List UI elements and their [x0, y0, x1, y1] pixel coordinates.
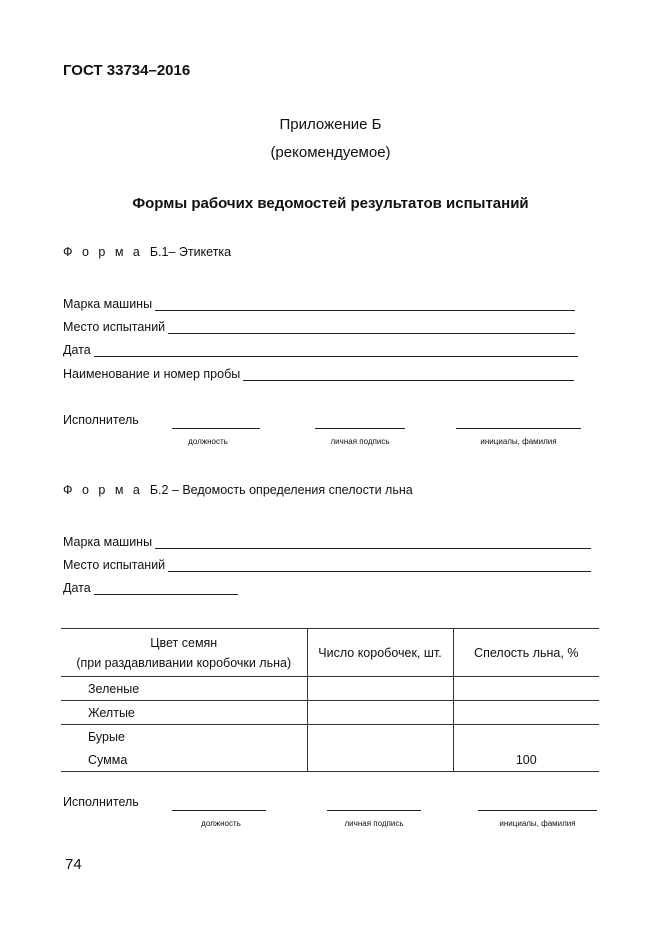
header-seed-color	[61, 629, 307, 677]
row-ripeness-cell[interactable]	[453, 677, 599, 701]
form-b2-signature-caption: личная подпись	[344, 819, 404, 828]
page-number: 74	[65, 856, 82, 873]
header-seed-color-line2: (при раздавливании коробочки льна)	[76, 655, 292, 670]
form-b1-date-field[interactable]	[63, 339, 578, 357]
form-b2-date-field[interactable]	[63, 577, 238, 595]
header-ripeness: Спелость льна, %	[453, 629, 599, 677]
form-b1-place-label: Место испытаний	[63, 320, 166, 334]
row-ripeness-cell[interactable]	[453, 725, 599, 749]
appendix-title: Приложение Б	[279, 116, 382, 133]
form-b1-machine-field[interactable]	[63, 293, 575, 311]
table-row	[61, 701, 599, 725]
form-b2-position-caption: должность	[201, 819, 241, 828]
form-b1-date-line[interactable]	[94, 343, 578, 357]
form-b1-signature-caption: личная подпись	[330, 437, 390, 446]
form-b1-position-caption: должность	[188, 437, 228, 446]
form-b1-place-line[interactable]	[168, 320, 575, 334]
form-b1-position-line[interactable]	[172, 427, 260, 429]
table-header-row	[61, 629, 599, 677]
form-b2-place-label: Место испытаний	[63, 558, 166, 572]
row-ripeness-cell[interactable]	[453, 701, 599, 725]
form-b2-signature-line[interactable]	[327, 809, 421, 811]
form-b2-date-line[interactable]	[94, 581, 238, 595]
form-b1-name: Б.1– Этикетка	[149, 245, 232, 259]
header-boll-count: Число коробочек, шт.	[307, 629, 453, 677]
form-b2-machine-field[interactable]	[63, 531, 591, 549]
form-b2-machine-label: Марка машины	[63, 535, 153, 549]
row-count-cell[interactable]	[307, 748, 453, 772]
form-b2-executor-label: Исполнитель	[63, 795, 139, 809]
form-b2-place-field[interactable]	[63, 554, 591, 572]
row-count-cell[interactable]	[307, 701, 453, 725]
form-b2-date-label: Дата	[63, 581, 91, 595]
form-b1-name-line[interactable]	[456, 427, 581, 429]
form-b1-sample-line[interactable]	[243, 367, 574, 381]
form-b1-executor-label: Исполнитель	[63, 413, 139, 427]
row-label: Бурые	[61, 725, 307, 749]
form-b2-title	[63, 483, 413, 497]
form-b1-sample-field[interactable]	[63, 363, 574, 381]
row-count-cell[interactable]	[307, 725, 453, 749]
form-b2-name-line[interactable]	[478, 809, 597, 811]
row-label: Сумма	[61, 748, 307, 772]
row-count-cell[interactable]	[307, 677, 453, 701]
form-b1-title	[63, 245, 231, 259]
row-label: Желтые	[61, 701, 307, 725]
form-b1-signature-line[interactable]	[315, 427, 405, 429]
table-row	[61, 748, 599, 772]
row-ripeness-cell[interactable]: 100	[453, 748, 599, 772]
table-row	[61, 725, 599, 749]
table-row	[61, 677, 599, 701]
form-b2-name: Б.2 – Ведомость определения спелости льна	[149, 483, 413, 497]
form-b1-machine-line[interactable]	[155, 297, 575, 311]
form-b1-machine-label: Марка машины	[63, 297, 153, 311]
appendix-heading: Формы рабочих ведомостей результатов испытаний	[132, 195, 529, 212]
row-label: Зеленые	[61, 677, 307, 701]
standard-number: ГОСТ 33734–2016	[63, 62, 191, 79]
form-b2-prefix: Ф о р м а	[63, 483, 143, 497]
form-b1-place-field[interactable]	[63, 316, 575, 334]
form-b2-machine-line[interactable]	[155, 535, 591, 549]
form-b2-name-caption: инициалы, фамилия	[499, 819, 576, 828]
appendix-status: (рекомендуемое)	[270, 144, 391, 161]
form-b2-place-line[interactable]	[168, 558, 591, 572]
form-b2-position-line[interactable]	[172, 809, 266, 811]
form-b1-sample-label: Наименование и номер пробы	[63, 367, 241, 381]
ripeness-table	[61, 628, 599, 772]
form-b1-name-caption: инициалы, фамилия	[480, 437, 557, 446]
form-b1-date-label: Дата	[63, 343, 91, 357]
form-b1-prefix: Ф о р м а	[63, 245, 143, 259]
header-seed-color-line1: Цвет семян	[150, 635, 218, 650]
